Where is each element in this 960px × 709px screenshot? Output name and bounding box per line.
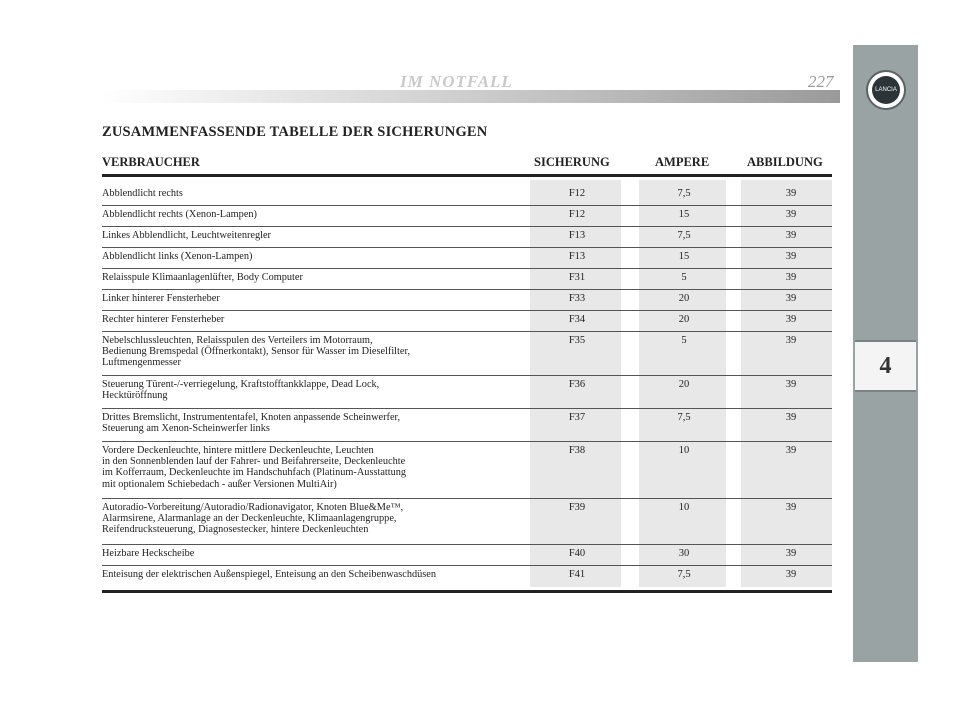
consumer-cell: Enteisung der elektrischen Außenspiegel, Enteisung an den Scheibenwaschdüsen <box>102 569 436 580</box>
consumer-cell: Linker hinterer Fensterheber <box>102 293 220 304</box>
ampere-cell: 20 <box>678 293 690 304</box>
table-row <box>102 269 832 290</box>
fuse-cell: F13 <box>568 230 586 241</box>
consumer-cell: Nebelschlussleuchten, Relaisspulen des Verteilers im Motorraum, Bedienung Bremspedal (Öffnerkontakt), Sensor für Wasser im Dieselfilter, Luftmengenmesser <box>102 335 411 369</box>
consumer-cell: Steuerung Türent-/-verriegelung, Kraftstofftankklappe, Dead Lock, Hecktüröffnung <box>102 379 380 402</box>
figure-cell: 39 <box>785 314 797 325</box>
footer-divider <box>102 590 832 593</box>
figure-cell: 39 <box>785 209 797 220</box>
figure-cell: 39 <box>785 230 797 241</box>
consumer-cell: Vordere Deckenleuchte, hintere mittlere Deckenleuchte, Leuchten in den Sonnenblenden lauf der Fahrer- und Beifahrerseite, Deckenleuchte im Kofferraum, Deckenleuchte im Handschuhfach (Platinum-Ausstattung mit optionalem Schiebedach - außer Versionen MultiAir) <box>102 445 407 490</box>
ampere-cell: 15 <box>678 209 690 220</box>
consumer-cell: Relaisspule Klimaanlagenlüfter, Body Computer <box>102 272 303 283</box>
table-row <box>102 566 832 587</box>
figure-cell: 39 <box>785 272 797 283</box>
figure-cell: 39 <box>785 379 797 390</box>
table-row <box>102 248 832 269</box>
fuse-cell: F34 <box>568 314 586 325</box>
figure-cell: 39 <box>785 335 797 346</box>
logo-text: LANCIA <box>872 76 900 104</box>
figure-cell: 39 <box>785 412 797 423</box>
ampere-cell: 7,5 <box>677 188 691 199</box>
fuse-cell: F40 <box>568 548 586 559</box>
figure-cell: 39 <box>785 445 797 456</box>
ampere-cell: 20 <box>678 314 690 325</box>
fuse-cell: F35 <box>568 335 586 346</box>
figure-cell: 39 <box>785 251 797 262</box>
column-header-figure: ABBILDUNG <box>747 155 823 169</box>
ampere-cell: 7,5 <box>677 412 691 423</box>
figure-cell: 39 <box>785 293 797 304</box>
consumer-cell: Abblendlicht rechts <box>102 188 183 199</box>
fuse-cell: F38 <box>568 445 586 456</box>
ampere-cell: 20 <box>678 379 690 390</box>
ampere-cell: 10 <box>678 502 690 513</box>
ampere-cell: 15 <box>678 251 690 262</box>
table-row <box>102 227 832 248</box>
running-header: IM NOTFALL <box>400 72 513 91</box>
consumer-cell: Abblendlicht rechts (Xenon-Lampen) <box>102 209 257 220</box>
table-row <box>102 206 832 227</box>
ampere-cell: 30 <box>678 548 690 559</box>
table-row <box>102 376 832 409</box>
fuse-cell: F39 <box>568 502 586 513</box>
page-number: 227 <box>808 72 834 91</box>
table-row <box>102 442 832 499</box>
figure-cell: 39 <box>785 569 797 580</box>
fuse-cell: F13 <box>568 251 586 262</box>
table-row <box>102 311 832 332</box>
header-divider <box>102 174 832 177</box>
ampere-cell: 5 <box>681 335 687 346</box>
ampere-cell: 7,5 <box>677 569 691 580</box>
table-row <box>102 185 832 206</box>
chapter-number: 4 <box>855 340 916 392</box>
column-header-ampere: AMPERE <box>655 155 710 169</box>
table-row <box>102 332 832 376</box>
fuse-cell: F33 <box>568 293 586 304</box>
fuse-cell: F41 <box>568 569 586 580</box>
consumer-cell: Drittes Bremslicht, Instrumententafel, Knoten anpassende Scheinwerfer, Steuerung am Xenon-Scheinwerfer links <box>102 412 401 435</box>
fuse-cell: F12 <box>568 209 586 220</box>
lancia-logo-icon <box>866 70 906 110</box>
figure-cell: 39 <box>785 502 797 513</box>
table-row <box>102 499 832 545</box>
fuse-cell: F37 <box>568 412 586 423</box>
figure-cell: 39 <box>785 548 797 559</box>
fuse-cell: F12 <box>568 188 586 199</box>
consumer-cell: Rechter hinterer Fensterheber <box>102 314 225 325</box>
table-row <box>102 409 832 442</box>
fuse-cell: F31 <box>568 272 586 283</box>
consumer-cell: Heizbare Heckscheibe <box>102 548 195 559</box>
consumer-cell: Abblendlicht links (Xenon-Lampen) <box>102 251 253 262</box>
column-header-fuse: SICHERUNG <box>534 155 610 169</box>
ampere-cell: 7,5 <box>677 230 691 241</box>
consumer-cell: Linkes Abblendlicht, Leuchtweitenregler <box>102 230 271 241</box>
fuse-cell: F36 <box>568 379 586 390</box>
section-title: ZUSAMMENFASSENDE TABELLE DER SICHERUNGEN <box>102 124 488 140</box>
ampere-cell: 5 <box>681 272 687 283</box>
consumer-cell: Autoradio-Vorbereitung/Autoradio/Radionavigator, Knoten Blue&Me™, Alarmsirene, Alarmanlage an der Deckenleuchte, Klimaanlagengruppe, Reifendrucksteuerung, Diagnosestecker, hintere Deckenleuchten <box>102 502 404 536</box>
table-row <box>102 545 832 566</box>
column-header-consumer: VERBRAUCHER <box>102 155 200 169</box>
ampere-cell: 10 <box>678 445 690 456</box>
table-row <box>102 290 832 311</box>
figure-cell: 39 <box>785 188 797 199</box>
